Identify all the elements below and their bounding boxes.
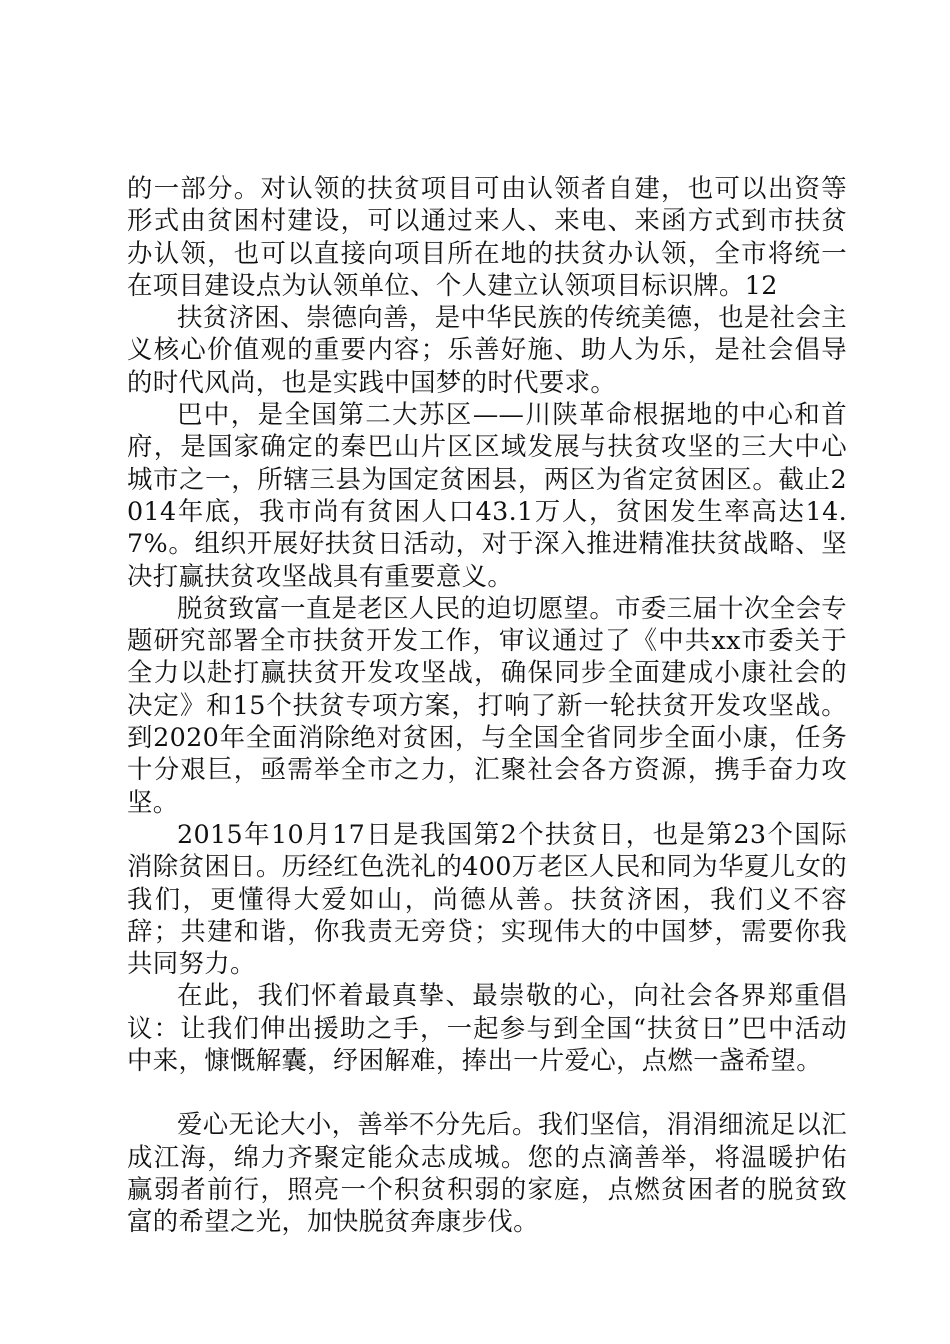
paragraph-virtue: 扶贫济困、崇德向善，是中华民族的传统美德，也是社会主义核心价值观的重要内容；乐善好施、助人为乐，是社会倡导的时代风尚，也是实践中国梦的时代要求。 <box>127 302 847 397</box>
paragraph-proposal: 在此，我们怀着最真挚、最崇敬的心，向社会各界郑重倡议：让我们伸出援助之手，一起参与到全国“扶贫日”巴中活动中来，慷慨解囊，纾困解难，捧出一片爱心，点燃一盏希望。 <box>127 980 847 1076</box>
paragraph-kindness: 爱心无论大小，善举不分先后。我们坚信，涓涓细流足以汇成江海，绵力齐聚定能众志成城。您的点滴善举，将温暖护佑赢弱者前行，照亮一个积贫积弱的家庭，点燃贫困者的脱贫致富的希望之光，加快脱贫奔康步伐。 <box>127 1109 847 1237</box>
paragraph-bazhong: 巴中，是全国第二大苏区——川陕革命根据地的中心和首府，是国家确定的秦巴山片区区域发展与扶贫攻坚的三大中心城市之一，所辖三县为国定贫困县，两区为省定贫困区。截止2014年底，我市尚有贫困人口43.1万人，贫困发生率高达14.7%。组织开展好扶贫日活动，对于深入推进精准扶贫战略、坚决打赢扶贫攻坚战具有重要意义。 <box>127 399 847 591</box>
paragraph-continued: 的一部分。对认领的扶贫项目可由认领者自建，也可以出资等形式由贫困村建设，可以通过来人、来电、来函方式到市扶贫办认领，也可以直接向项目所在地的扶贫办认领，全市将统一在项目建设点为认领单位、个人建立认领项目标识牌。12 <box>127 173 847 300</box>
paragraph-poverty-day: 2015年10月17日是我国第2个扶贫日，也是第23个国际消除贫困日。历经红色洗礼的400万老区人民和同为华夏儿女的我们，更懂得大爱如山，尚德从善。扶贫济困，我们义不容辞；共建和谐，你我责无旁贷；实现伟大的中国梦，需要你我共同努力。 <box>127 818 847 979</box>
paragraph-spacer <box>127 1076 847 1108</box>
document-body <box>127 172 847 1238</box>
paragraph-poverty-alleviation: 脱贫致富一直是老区人民的迫切愿望。市委三届十次全会专题研究部署全市扶贫开发工作，审议通过了《中共xx市委关于全力以赴打赢扶贫开发攻坚战，确保同步全面建成小康社会的决定》和15个扶贫专项方案，打响了新一轮扶贫开发攻坚战。到2020年全面消除绝对贫困，与全国全省同步全面小康，任务十分艰巨，亟需举全市之力，汇聚社会各方资源，携手奋力攻坚。 <box>127 592 847 817</box>
